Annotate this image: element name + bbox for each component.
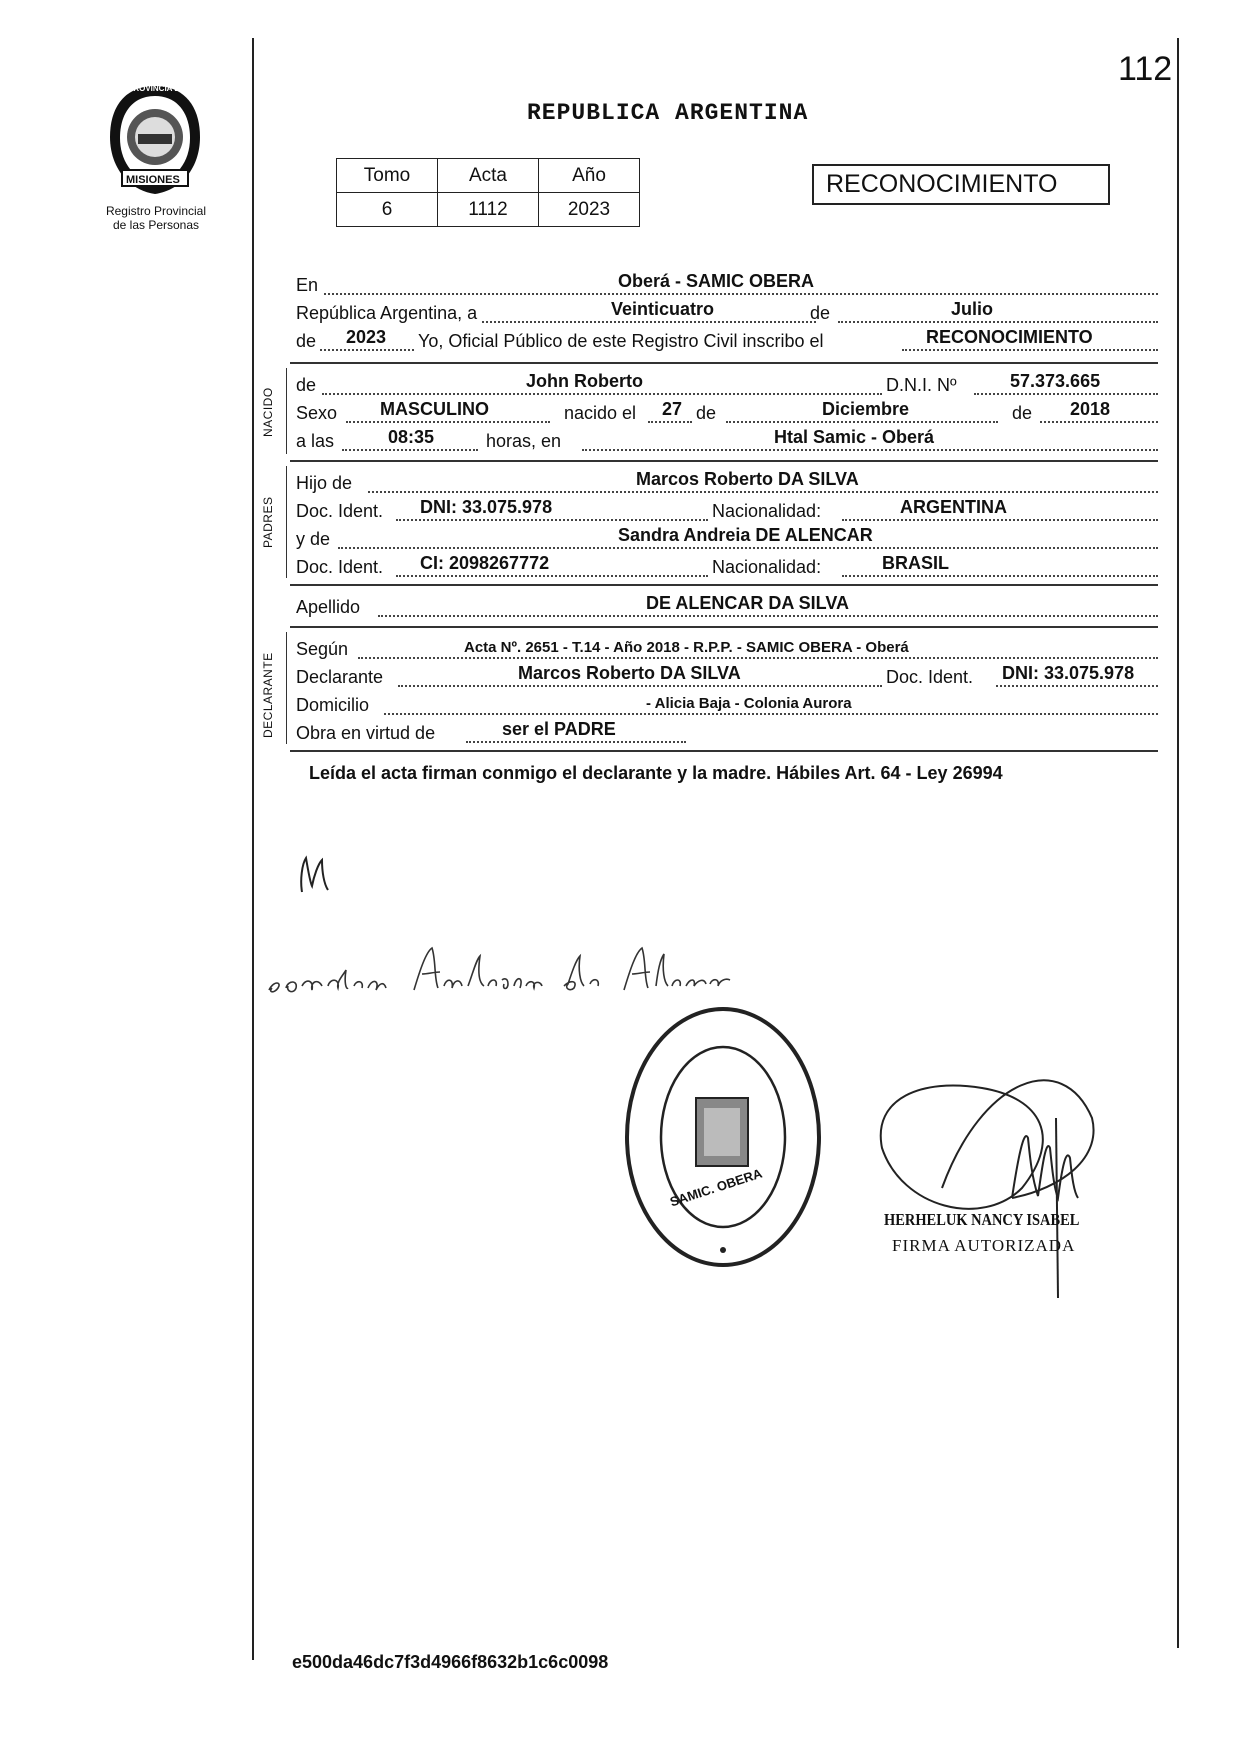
row-sexo — [296, 398, 1158, 426]
label-de-nac: de — [696, 403, 717, 423]
official-role: FIRMA AUTORIZADA — [892, 1236, 1076, 1255]
label-nac-madre: Nacionalidad: — [712, 557, 822, 577]
label-hijo-de: Hijo de — [296, 473, 353, 493]
value-obra: ser el PADRE — [502, 719, 616, 739]
value-dia: Veinticuatro — [611, 299, 715, 319]
label-doc-madre: Doc. Ident. — [296, 557, 384, 577]
dots — [838, 320, 1158, 323]
label-en: En — [296, 275, 319, 295]
label-de: de — [810, 303, 831, 323]
label-obra: Obra en virtud de — [296, 723, 436, 743]
value-doc-declarante: DNI: 33.075.978 — [1002, 663, 1135, 683]
dots — [320, 348, 414, 351]
declarante-signature — [296, 852, 336, 901]
official-name: HERHELUK NANCY ISABEL — [884, 1210, 1080, 1229]
row-padre-doc — [296, 496, 1158, 524]
dots — [378, 614, 1158, 617]
dots — [842, 518, 1158, 521]
label-horas-en: horas, en — [486, 431, 562, 451]
label-inscribo: Yo, Oficial Público de este Registro Civil inscribo el — [418, 331, 824, 351]
value-mes-nac: Diciembre — [822, 399, 910, 419]
separator — [290, 362, 1158, 364]
left-margin-line — [252, 38, 254, 1660]
side-label-padres: PADRES — [261, 496, 275, 548]
value-dni: 57.373.665 — [1010, 371, 1101, 391]
dots — [342, 448, 478, 451]
row-hora — [296, 426, 1158, 454]
label-declarante: Declarante — [296, 667, 384, 687]
dots — [384, 712, 1158, 715]
side-label-declarante: DECLARANTE — [261, 652, 275, 738]
row-segun — [296, 634, 1158, 662]
value-nombre: John Roberto — [526, 371, 643, 391]
dots — [346, 420, 550, 423]
dots — [358, 656, 1158, 659]
tomo-acta-anio-table — [336, 158, 640, 227]
official-signature — [862, 1058, 1112, 1313]
dots — [396, 518, 708, 521]
row-hijo-de — [296, 468, 1158, 496]
value-padre-doc: DNI: 33.075.978 — [420, 497, 553, 517]
label-domicilio: Domicilio — [296, 695, 370, 715]
seal-text-top: PROVINCIA DE — [128, 84, 186, 93]
value-anio: 2023 — [539, 193, 640, 227]
value-anio: 2023 — [346, 327, 387, 347]
value-domicilio: - Alicia Baja - Colonia Aurora — [646, 695, 852, 712]
document-hash: e500da46dc7f3d4966f8632b1c6c0098 — [292, 1652, 609, 1672]
value-segun: Acta Nº. 2651 - T.14 - Año 2018 - R.P.P. - SAMIC OBERA - Oberá — [464, 639, 909, 656]
value-madre-doc: CI: 2098267772 — [420, 553, 550, 573]
label-apellido: Apellido — [296, 597, 361, 617]
value-apellido: DE ALENCAR DA SILVA — [646, 593, 850, 613]
seal-text-bottom: MISIONES — [126, 174, 180, 186]
value-hora: 08:35 — [388, 427, 435, 447]
organization-name — [86, 204, 226, 232]
label-republica: República Argentina, a — [296, 303, 478, 323]
label-nacido-el: nacido el — [564, 403, 637, 423]
value-en: Oberá - SAMIC OBERA — [618, 271, 815, 291]
dots — [368, 490, 1158, 493]
header-anio: Año — [539, 159, 640, 193]
row-declarante — [296, 662, 1158, 690]
row-republica — [296, 298, 1158, 326]
dots — [482, 320, 816, 323]
value-lugar-nac: Htal Samic - Oberá — [774, 427, 935, 447]
separator — [290, 626, 1158, 628]
row-domicilio — [296, 690, 1158, 718]
page-number: 112 — [1118, 50, 1173, 88]
header-acta: Acta — [438, 159, 539, 193]
value-inscribo: RECONOCIMIENTO — [926, 327, 1093, 347]
value-dia-nac: 27 — [662, 399, 683, 419]
organization-line-2: de las Personas — [112, 218, 200, 232]
dots — [322, 392, 882, 395]
row-obra — [296, 718, 1158, 746]
dots — [648, 420, 692, 423]
label-de-anio-nac: de — [1012, 403, 1033, 423]
dots — [1040, 420, 1158, 423]
padres-brace — [286, 466, 295, 578]
right-margin-line — [1177, 38, 1179, 1648]
label-dni: D.N.I. Nº — [886, 375, 957, 395]
dots — [996, 684, 1158, 687]
dots — [398, 684, 882, 687]
dots — [324, 292, 1158, 295]
value-madre-nac: BRASIL — [882, 553, 949, 573]
madre-signature — [264, 930, 734, 1005]
declarante-brace — [286, 632, 295, 744]
value-tomo: 6 — [337, 193, 438, 227]
row-nacido-nombre — [296, 370, 1158, 398]
row-anio-inscribo — [296, 326, 1158, 354]
value-padre-nac: ARGENTINA — [900, 497, 1007, 517]
label-doc-declarante: Doc. Ident. — [886, 667, 974, 687]
dots — [902, 348, 1158, 351]
label-sexo: Sexo — [296, 403, 338, 423]
value-madre: Sandra Andreia DE ALENCAR — [618, 525, 873, 545]
separator — [290, 584, 1158, 586]
value-padre: Marcos Roberto DA SILVA — [636, 469, 859, 489]
row-madre-doc — [296, 552, 1158, 580]
label-de2: de — [296, 331, 317, 351]
table-value-row — [337, 193, 640, 227]
row-y-de — [296, 524, 1158, 552]
value-sexo: MASCULINO — [380, 399, 489, 419]
table-header-row — [337, 159, 640, 193]
header-tomo: Tomo — [337, 159, 438, 193]
row-apellido — [296, 592, 1158, 620]
side-label-nacido: NACIDO — [261, 387, 275, 437]
dots — [466, 740, 686, 743]
dots — [842, 574, 1158, 577]
official-stamp — [618, 1002, 828, 1277]
dots — [726, 420, 998, 423]
separator — [290, 460, 1158, 462]
row-en — [296, 270, 1158, 298]
label-nac-padre: Nacionalidad: — [712, 501, 822, 521]
stamp-inner-text: SAMIC. OBERA — [668, 1165, 765, 1210]
nacido-brace — [286, 368, 295, 454]
label-y-de: y de — [296, 529, 331, 549]
document-title: REPUBLICA ARGENTINA — [527, 100, 809, 126]
value-anio-nac: 2018 — [1070, 399, 1111, 419]
label-segun: Según — [296, 639, 349, 659]
dots — [974, 392, 1158, 395]
dots — [338, 546, 1158, 549]
organization-line-1: Registro Provincial — [105, 204, 207, 218]
label-a-las: a las — [296, 431, 335, 451]
value-mes: Julio — [951, 299, 994, 319]
label-de-nombre: de — [296, 375, 317, 395]
closing-note: Leída el acta firman conmigo el declarante y la madre. Hábiles Art. 64 - Ley 26994 — [309, 763, 1003, 783]
dots — [582, 448, 1158, 451]
value-acta: 1112 — [438, 193, 539, 227]
separator — [290, 750, 1158, 752]
value-declarante: Marcos Roberto DA SILVA — [518, 663, 741, 683]
label-doc-padre: Doc. Ident. — [296, 501, 384, 521]
dots — [396, 574, 708, 577]
act-type-box: RECONOCIMIENTO — [812, 164, 1110, 205]
